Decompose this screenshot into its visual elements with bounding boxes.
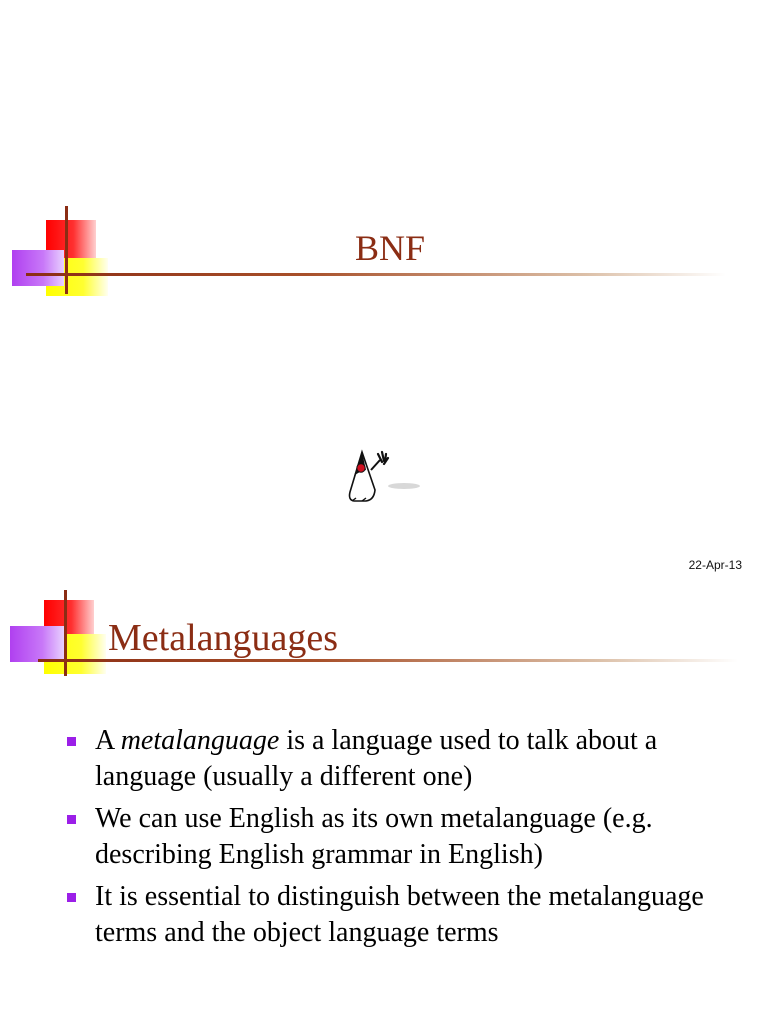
square-bullet-icon [67,737,76,746]
slide-date: 22-Apr-13 [688,558,742,572]
slide-title: Metalanguages [108,617,339,659]
square-bullet-icon [67,893,76,902]
list-item: A metalanguage is a language used to talk about a language (usually a different one) [64,723,744,795]
square-bullet-icon [67,815,76,824]
slide-title: BNF [354,228,426,268]
waving-duke-mascot-icon [342,446,426,506]
slide-2 [0,590,768,1024]
list-item: It is essential to distinguish between the metalanguage terms and the object language terms [64,879,744,951]
bullet-list [64,723,744,957]
list-item: We can use English as its own metalanguage (e.g. describing English grammar in English) [64,801,744,873]
